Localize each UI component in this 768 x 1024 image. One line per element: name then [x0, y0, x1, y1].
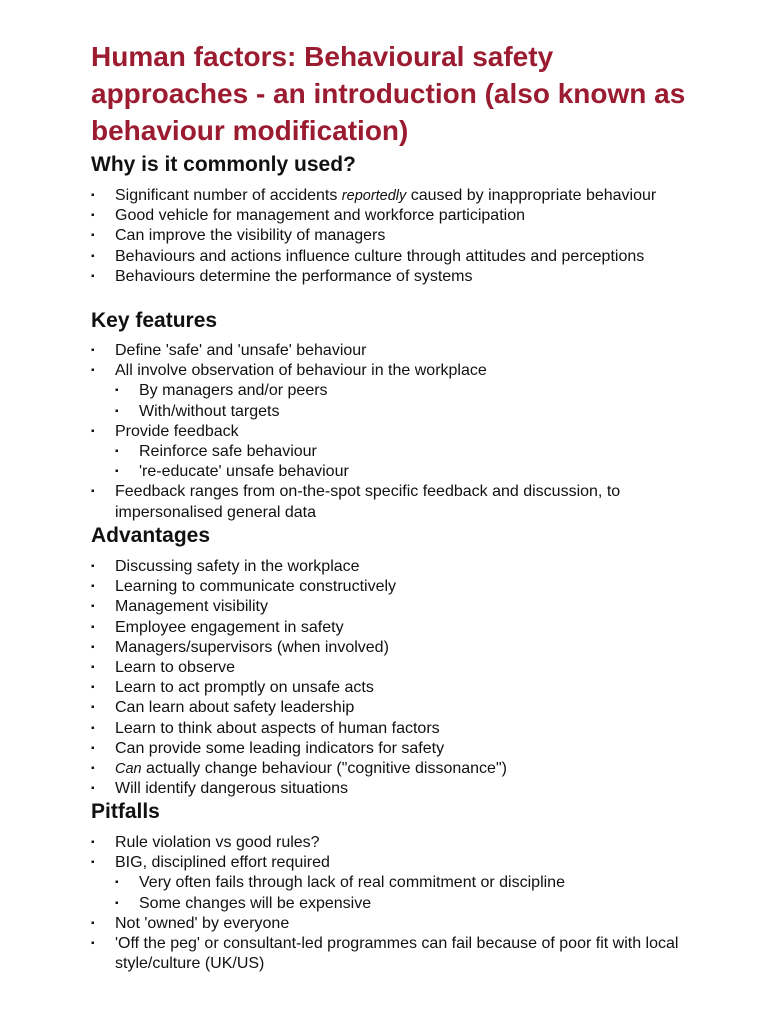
sub-list-item: ▪ With/without targets — [91, 402, 691, 422]
list-item: ▪ Management visibility — [91, 597, 691, 617]
list-item: ▪ Learn to observe — [91, 658, 691, 678]
why-list — [91, 186, 691, 287]
section-heading-why: Why is it commonly used? — [91, 153, 356, 176]
list-item: ▪ Learning to communicate constructively — [91, 577, 691, 597]
list-item-text: caused by inappropriate behaviour — [406, 187, 657, 204]
list-item: ▪ Learn to act promptly on unsafe acts — [91, 678, 691, 698]
list-item: ▪ Can improve the visibility of managers — [91, 226, 691, 246]
list-item: ▪ Can learn about safety leadership — [91, 698, 691, 718]
sub-list-item: ▪ Some changes will be expensive — [91, 894, 691, 914]
section-heading-pitfalls: Pitfalls — [91, 800, 160, 823]
list-item: ▪ Discussing safety in the workplace — [91, 557, 691, 577]
list-item: ▪ Good vehicle for management and workforce participation — [91, 206, 691, 226]
list-item — [91, 759, 691, 779]
pitfalls-list — [91, 833, 691, 974]
list-item: ▪ 'Off the peg' or consultant-led programmes can fail because of poor fit with local style/culture (UK/US) — [91, 934, 691, 974]
list-item-text: Significant number of accidents — [115, 187, 342, 204]
list-item: ▪ Define 'safe' and 'unsafe' behaviour — [91, 341, 691, 361]
list-item: ▪ Feedback ranges from on-the-spot specific feedback and discussion, to impersonalised general data — [91, 482, 691, 522]
list-item: ▪ Not 'owned' by everyone — [91, 914, 691, 934]
list-item: ▪ Can provide some leading indicators for safety — [91, 739, 691, 759]
list-item: ▪ Employee engagement in safety — [91, 618, 691, 638]
advantages-list — [91, 557, 691, 799]
page-title: Human factors: Behavioural safety approaches - an introduction (also known as behaviour modification) — [91, 41, 686, 146]
list-item-emphasis: reportedly — [341, 188, 407, 204]
list-item: ▪ Learn to think about aspects of human factors — [91, 719, 691, 739]
sub-list-item: ▪ Reinforce safe behaviour — [91, 442, 691, 462]
list-item: ▪ Managers/supervisors (when involved) — [91, 638, 691, 658]
list-item — [91, 186, 691, 206]
list-item-text: actually change behaviour ("cognitive dissonance") — [141, 760, 507, 778]
list-item-emphasis: Can — [115, 761, 142, 778]
list-item: ▪ Provide feedback — [91, 422, 691, 442]
list-item: ▪ Rule violation vs good rules? — [91, 833, 691, 853]
section-heading-advantages: Advantages — [91, 524, 211, 547]
list-item: ▪ Behaviours and actions influence culture through attitudes and perceptions — [91, 247, 691, 267]
sub-list-item: ▪ Very often fails through lack of real commitment or discipline — [91, 873, 691, 893]
sub-list-item: ▪ By managers and/or peers — [91, 381, 691, 401]
list-item: ▪ Will identify dangerous situations — [91, 779, 691, 799]
features-list — [91, 341, 691, 523]
sub-list-item: ▪ 're-educate' unsafe behaviour — [91, 462, 691, 482]
list-item: ▪ BIG, disciplined effort required — [91, 853, 691, 873]
list-item: ▪ Behaviours determine the performance of systems — [91, 267, 691, 287]
section-heading-key-features: Key features — [91, 309, 218, 332]
list-item: ▪ All involve observation of behaviour in the workplace — [91, 361, 691, 381]
